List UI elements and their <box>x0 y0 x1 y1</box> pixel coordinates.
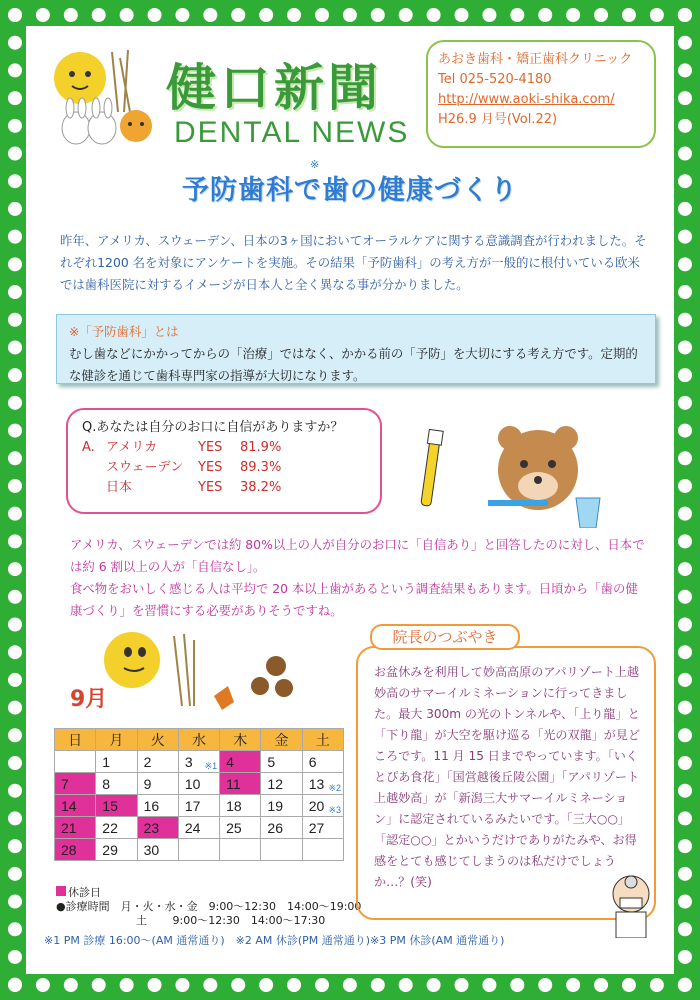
calendar-day-number: 18 <box>226 797 242 814</box>
calendar-day <box>96 751 137 773</box>
legend-closed: 休診日 <box>68 886 101 899</box>
calendar-day <box>96 773 137 795</box>
toothbrush-icon <box>406 428 456 508</box>
calendar-week <box>55 817 344 839</box>
survey-answer-yes: YES <box>198 460 223 475</box>
calendar-day-closed <box>55 817 96 839</box>
calendar-day-number: 30 <box>143 841 160 858</box>
calendar-day-number: 29 <box>102 841 118 858</box>
calendar-day-closed <box>55 839 96 861</box>
legend-hours-label: ●診療時間 <box>56 900 110 913</box>
calendar-day-number: 6 <box>308 753 317 770</box>
calendar-day-note-mark: ※2 <box>328 783 341 793</box>
calendar-day-number: 23 <box>143 819 160 836</box>
calendar-day <box>178 751 219 773</box>
newsletter-page <box>34 34 666 966</box>
survey-answer-prefix <box>82 458 106 478</box>
director-column-title: 院長のつぶやき <box>370 624 520 650</box>
calendar-day-number: 11 <box>226 775 241 792</box>
moon-bunny-illustration <box>40 42 160 152</box>
calendar-week <box>55 773 344 795</box>
calendar-day-closed <box>55 773 96 795</box>
clinic-calendar <box>54 728 344 861</box>
calendar-weekday: 火 <box>137 729 178 751</box>
calendar-day <box>220 817 261 839</box>
calendar-day-number: 25 <box>226 819 242 836</box>
calendar-day-number: 20 <box>308 797 325 814</box>
issue-number: H26.9 月号(Vol.22) <box>438 112 558 127</box>
calendar-day <box>302 795 343 817</box>
calendar-weekday: 木 <box>220 729 261 751</box>
calendar-month-label: 9月 <box>70 687 108 712</box>
definition-title: ※「予防歯科」とは <box>69 324 179 339</box>
calendar-day-closed <box>220 773 261 795</box>
calendar-day <box>178 839 219 861</box>
calendar-legend <box>56 886 361 928</box>
calendar-day-number: 17 <box>184 797 201 814</box>
calendar-day-number: 9 <box>143 775 152 792</box>
calendar-day-note-mark: ※1 <box>204 761 218 771</box>
survey-answer-row <box>82 478 366 498</box>
calendar-day-number: 27 <box>308 819 325 836</box>
survey-answer-yes: YES <box>198 480 223 495</box>
title-footnote-mark: ※ <box>310 158 320 171</box>
calendar-day <box>137 751 178 773</box>
calendar-day <box>302 839 343 861</box>
calendar-day <box>220 795 261 817</box>
calendar-day <box>178 817 219 839</box>
calendar-day-number: 13 <box>308 775 325 792</box>
calendar-day <box>137 795 178 817</box>
survey-answer-prefix: A. <box>82 440 95 455</box>
doctor-illustration <box>606 872 656 938</box>
survey-answer-country: アメリカ <box>106 440 158 455</box>
survey-answer-prefix <box>82 478 106 498</box>
calendar-weekday: 月 <box>96 729 137 751</box>
clinic-name: あおき歯科・矯正歯科クリニック <box>438 52 633 67</box>
calendar-day-note-mark: ※3 <box>328 805 341 815</box>
calendar-weekday-row <box>55 729 344 751</box>
calendar-day-number: 16 <box>143 797 160 814</box>
intro-paragraph: 昨年、アメリカ、スウェーデン、日本の3ヶ国においてオーラルケアに関する意識調査が行われました。それぞれ1200 名を対象にアンケートを実施。その結果「予防歯科」の考え方が一般的に根付いている欧米では歯科医院に対するイメージが日本人と全く異なる事が分かりました。 <box>60 233 647 292</box>
legend-hours-weekday: 月・火・水・金 9:00～12:30 14:00～19:00 <box>120 900 362 913</box>
calendar-day-number: 15 <box>102 797 118 814</box>
survey-answer-country: スウェーデン <box>106 460 184 475</box>
definition-box <box>56 314 656 384</box>
calendar-weekday: 水 <box>178 729 219 751</box>
clinic-info-box <box>426 40 656 148</box>
calendar-day-number: 8 <box>102 775 111 792</box>
calendar-day <box>302 751 343 773</box>
calendar-day-closed <box>220 751 261 773</box>
calendar-day-number: 2 <box>143 753 152 770</box>
calendar-weekday: 日 <box>55 729 96 751</box>
calendar-day <box>261 839 302 861</box>
calendar-day-closed <box>55 795 96 817</box>
calendar-day-number: 7 <box>61 775 69 792</box>
clinic-tel: Tel 025-520-4180 <box>438 72 552 87</box>
calendar-week <box>55 795 344 817</box>
survey-answer-row <box>82 458 366 478</box>
calendar-day <box>137 839 178 861</box>
calendar-day-number: 1 <box>102 753 111 770</box>
calendar-day-number: 21 <box>61 819 77 836</box>
calendar-day <box>261 773 302 795</box>
calendar-day <box>261 751 302 773</box>
survey-answer-percent: 38.2% <box>240 480 282 495</box>
clinic-url-link[interactable]: http://www.aoki-shika.com/ <box>438 92 615 107</box>
article-title: 予防歯科で歯の健康づくり <box>182 175 518 206</box>
calendar-day <box>178 795 219 817</box>
calendar-footnote: ※1 PM 診療 16:00～(AM 通常通り) ※2 AM 休診(PM 通常通り)※3 PM 休診(AM 通常通り) <box>44 934 505 947</box>
calendar-week <box>55 839 344 861</box>
result-line-2: 食べ物をおいしく感じる人は平均で 20 本以上歯があるという調査結果もあります。日頃から「歯の健康づくり」を習慣にする必要がありそうですね。 <box>70 581 638 618</box>
survey-result <box>70 534 650 622</box>
survey-question-box <box>66 408 382 514</box>
survey-answers <box>82 438 366 498</box>
survey-answer-percent: 81.9% <box>240 440 282 455</box>
calendar-day-number: 10 <box>184 775 201 792</box>
calendar-day-number: 4 <box>226 753 234 770</box>
survey-answer-percent: 89.3% <box>240 460 282 475</box>
survey-question: Q.あなたは自分のお口に自信がありますか？ <box>82 420 344 435</box>
calendar-day-number: 3 <box>184 753 193 770</box>
calendar-day-number: 28 <box>61 841 77 858</box>
calendar-weekday: 土 <box>302 729 343 751</box>
calendar-day <box>261 795 302 817</box>
calendar-day-number: 22 <box>102 819 118 836</box>
calendar-day <box>302 817 343 839</box>
calendar-day-number: 5 <box>267 753 276 770</box>
calendar-day-closed <box>137 817 178 839</box>
calendar-day-number: 26 <box>267 819 283 836</box>
calendar-day <box>96 817 137 839</box>
calendar-day <box>96 839 137 861</box>
calendar-week <box>55 751 344 773</box>
legend-hours-sat: 土 9:00～12:30 14:00～17:30 <box>136 914 326 927</box>
calendar-day <box>137 773 178 795</box>
calendar-day-number: 12 <box>267 775 283 792</box>
calendar-day-number: 14 <box>61 797 77 814</box>
closed-day-swatch <box>56 886 66 896</box>
calendar-day <box>302 773 343 795</box>
survey-answer-country: 日本 <box>106 480 133 495</box>
calendar-day-number: 24 <box>184 819 201 836</box>
newsletter-title: 健口新聞 <box>166 59 382 117</box>
brushing-bear-illustration <box>480 424 604 528</box>
director-column-body: お盆休みを利用して妙高高原のアパリゾート上越妙高のサマーイルミネーションに行ってきました。最大 300m の光のトンネルや、「上り龍」と「下り龍」が大空を駆け巡る「光の双龍」が見どころです。11 月 15 日までやっています。「いくとぴあ食花」「国営越後丘陵公園」「アパリゾート上越妙高」が「新潟三大サマーイルミネーション」に認定されているみたいです。「三大○○」「認定○○」とかいうだけでありがたみや、お得感をとても感じてしまうのは私だけでしょうか…？(笑) <box>374 665 641 889</box>
survey-answer-row <box>82 438 366 458</box>
calendar-day-number: 19 <box>267 797 283 814</box>
newsletter-subtitle: DENTAL NEWS <box>174 116 410 149</box>
survey-answer-yes: YES <box>198 440 223 455</box>
calendar-day-closed <box>96 795 137 817</box>
calendar-day <box>261 817 302 839</box>
result-line-1: アメリカ、スウェーデンでは約 80%以上の人が自分のお口に「自信あり」と回答したのに対し、日本では約 6 割以上の人が「自信なし」。 <box>70 537 645 574</box>
calendar-day <box>55 751 96 773</box>
calendar-day <box>220 839 261 861</box>
definition-body: むし歯などにかかってからの「治療」ではなく、かかる前の「予防」を大切にする考え方です。定期的な健診を通じて歯科専門家の指導が大切になります。 <box>69 346 638 383</box>
calendar-day <box>178 773 219 795</box>
calendar-weekday: 金 <box>261 729 302 751</box>
